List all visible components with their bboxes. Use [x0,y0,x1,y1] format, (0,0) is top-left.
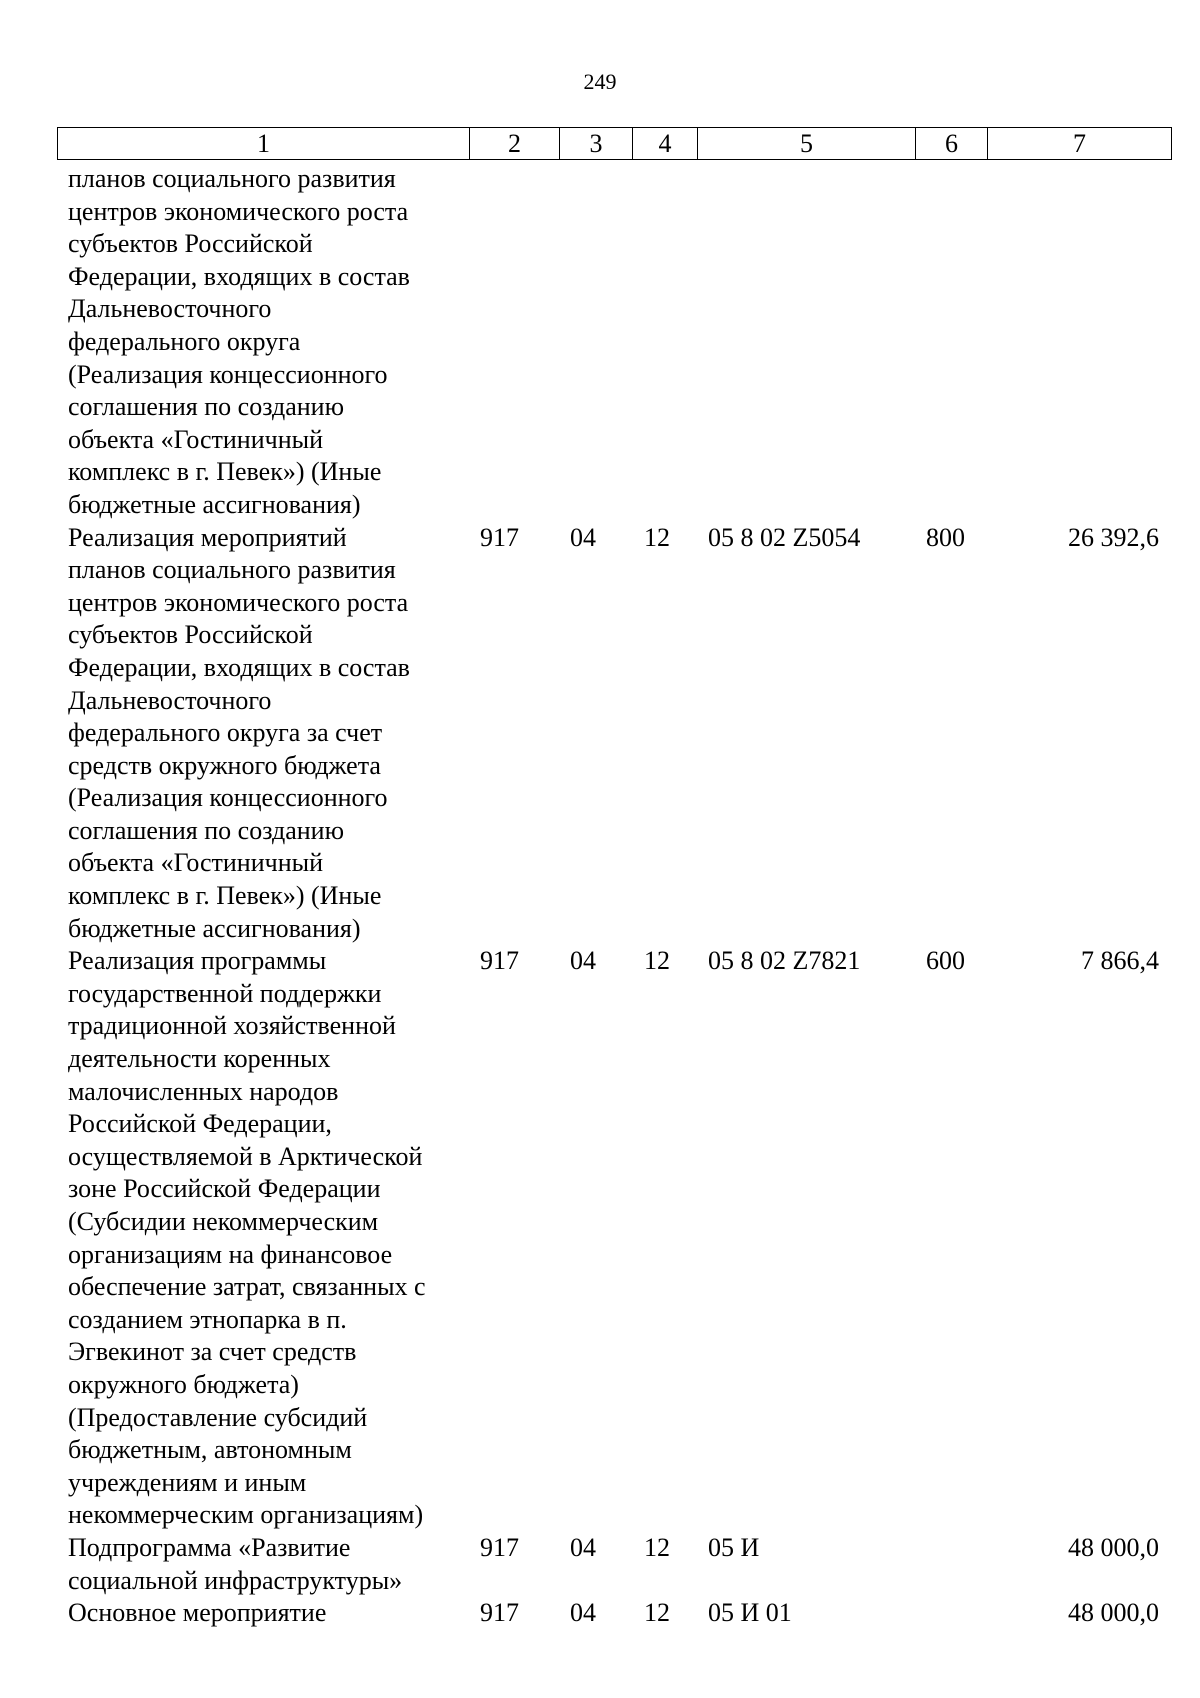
row-target-article-code: 05 И 01 [708,1598,792,1628]
row-subsection-code: 12 [644,1532,670,1562]
row-amount: 48 000,0 [1068,1598,1159,1628]
row-amount: 48 000,0 [1068,1532,1159,1562]
row-target-article-code: 05 8 02 Z7821 [708,946,861,976]
row-description: Реализация программы государственной поддержки традиционной хозяйственной деятельности коренных малочисленных народов Российской Федерации, осуществляемой в Арктической зоне Российской Федерации (Субсидии некоммерческим организациям на финансовое обеспечение затрат, связанных с созданием этнопарка в п. Эгвекинот за счет средств окружного бюджета) (Предоставление субсидий бюджетным, автономным учреждениям и иным некоммерческим организациям) [68,946,426,1530]
row-subsection-code: 12 [644,1598,670,1628]
row-description: Подпрограмма «Развитие социальной инфраструктуры» [68,1532,403,1595]
row-expense-type-code: 600 [926,946,965,976]
column-header-5: 5 [698,128,916,160]
row-amount: 7 866,4 [1081,946,1159,976]
row-grbs-code: 917 [480,1598,519,1628]
table-row [57,163,1171,522]
row-section-code: 04 [570,522,596,552]
column-header-4: 4 [633,128,698,160]
budget-table-body [57,163,1171,1630]
table-row [57,1597,1171,1630]
table-row [57,945,1171,1532]
row-expense-type-code: 800 [926,522,965,552]
row-description: Основное мероприятие [68,1598,327,1628]
column-header-1: 1 [58,128,470,160]
column-header-7: 7 [988,128,1172,160]
row-subsection-code: 12 [644,946,670,976]
row-amount: 26 392,6 [1068,522,1159,552]
row-section-code: 04 [570,1532,596,1562]
row-description: планов социального развития центров экономического роста субъектов Российской Федерации, входящих в состав Дальневосточного федерального округа (Реализация концессионного соглашения по созданию объекта «Гостиничный комплекс в г. Певек») (Иные бюджетные ассигнования) [68,164,410,519]
column-header-6: 6 [916,128,988,160]
row-target-article-code: 05 8 02 Z5054 [708,522,861,552]
column-header-row [57,127,1172,160]
row-section-code: 04 [570,1598,596,1628]
column-header-2: 2 [470,128,560,160]
row-description: Реализация мероприятий планов социального развития центров экономического роста субъектов Российской Федерации, входящих в состав Дальневосточного федерального округа за счет средств окружного бюджета (Реализация концессионного соглашения по созданию объекта «Гостиничный комплекс в г. Певек») (Иные бюджетные ассигнования) [68,522,410,943]
row-subsection-code: 12 [644,522,670,552]
row-target-article-code: 05 И [708,1532,760,1562]
table-row [57,1532,1171,1597]
row-grbs-code: 917 [480,1532,519,1562]
column-header-3: 3 [560,128,633,160]
row-section-code: 04 [570,946,596,976]
row-grbs-code: 917 [480,522,519,552]
row-grbs-code: 917 [480,946,519,976]
page-number: 249 [583,69,617,94]
table-row [57,522,1171,946]
